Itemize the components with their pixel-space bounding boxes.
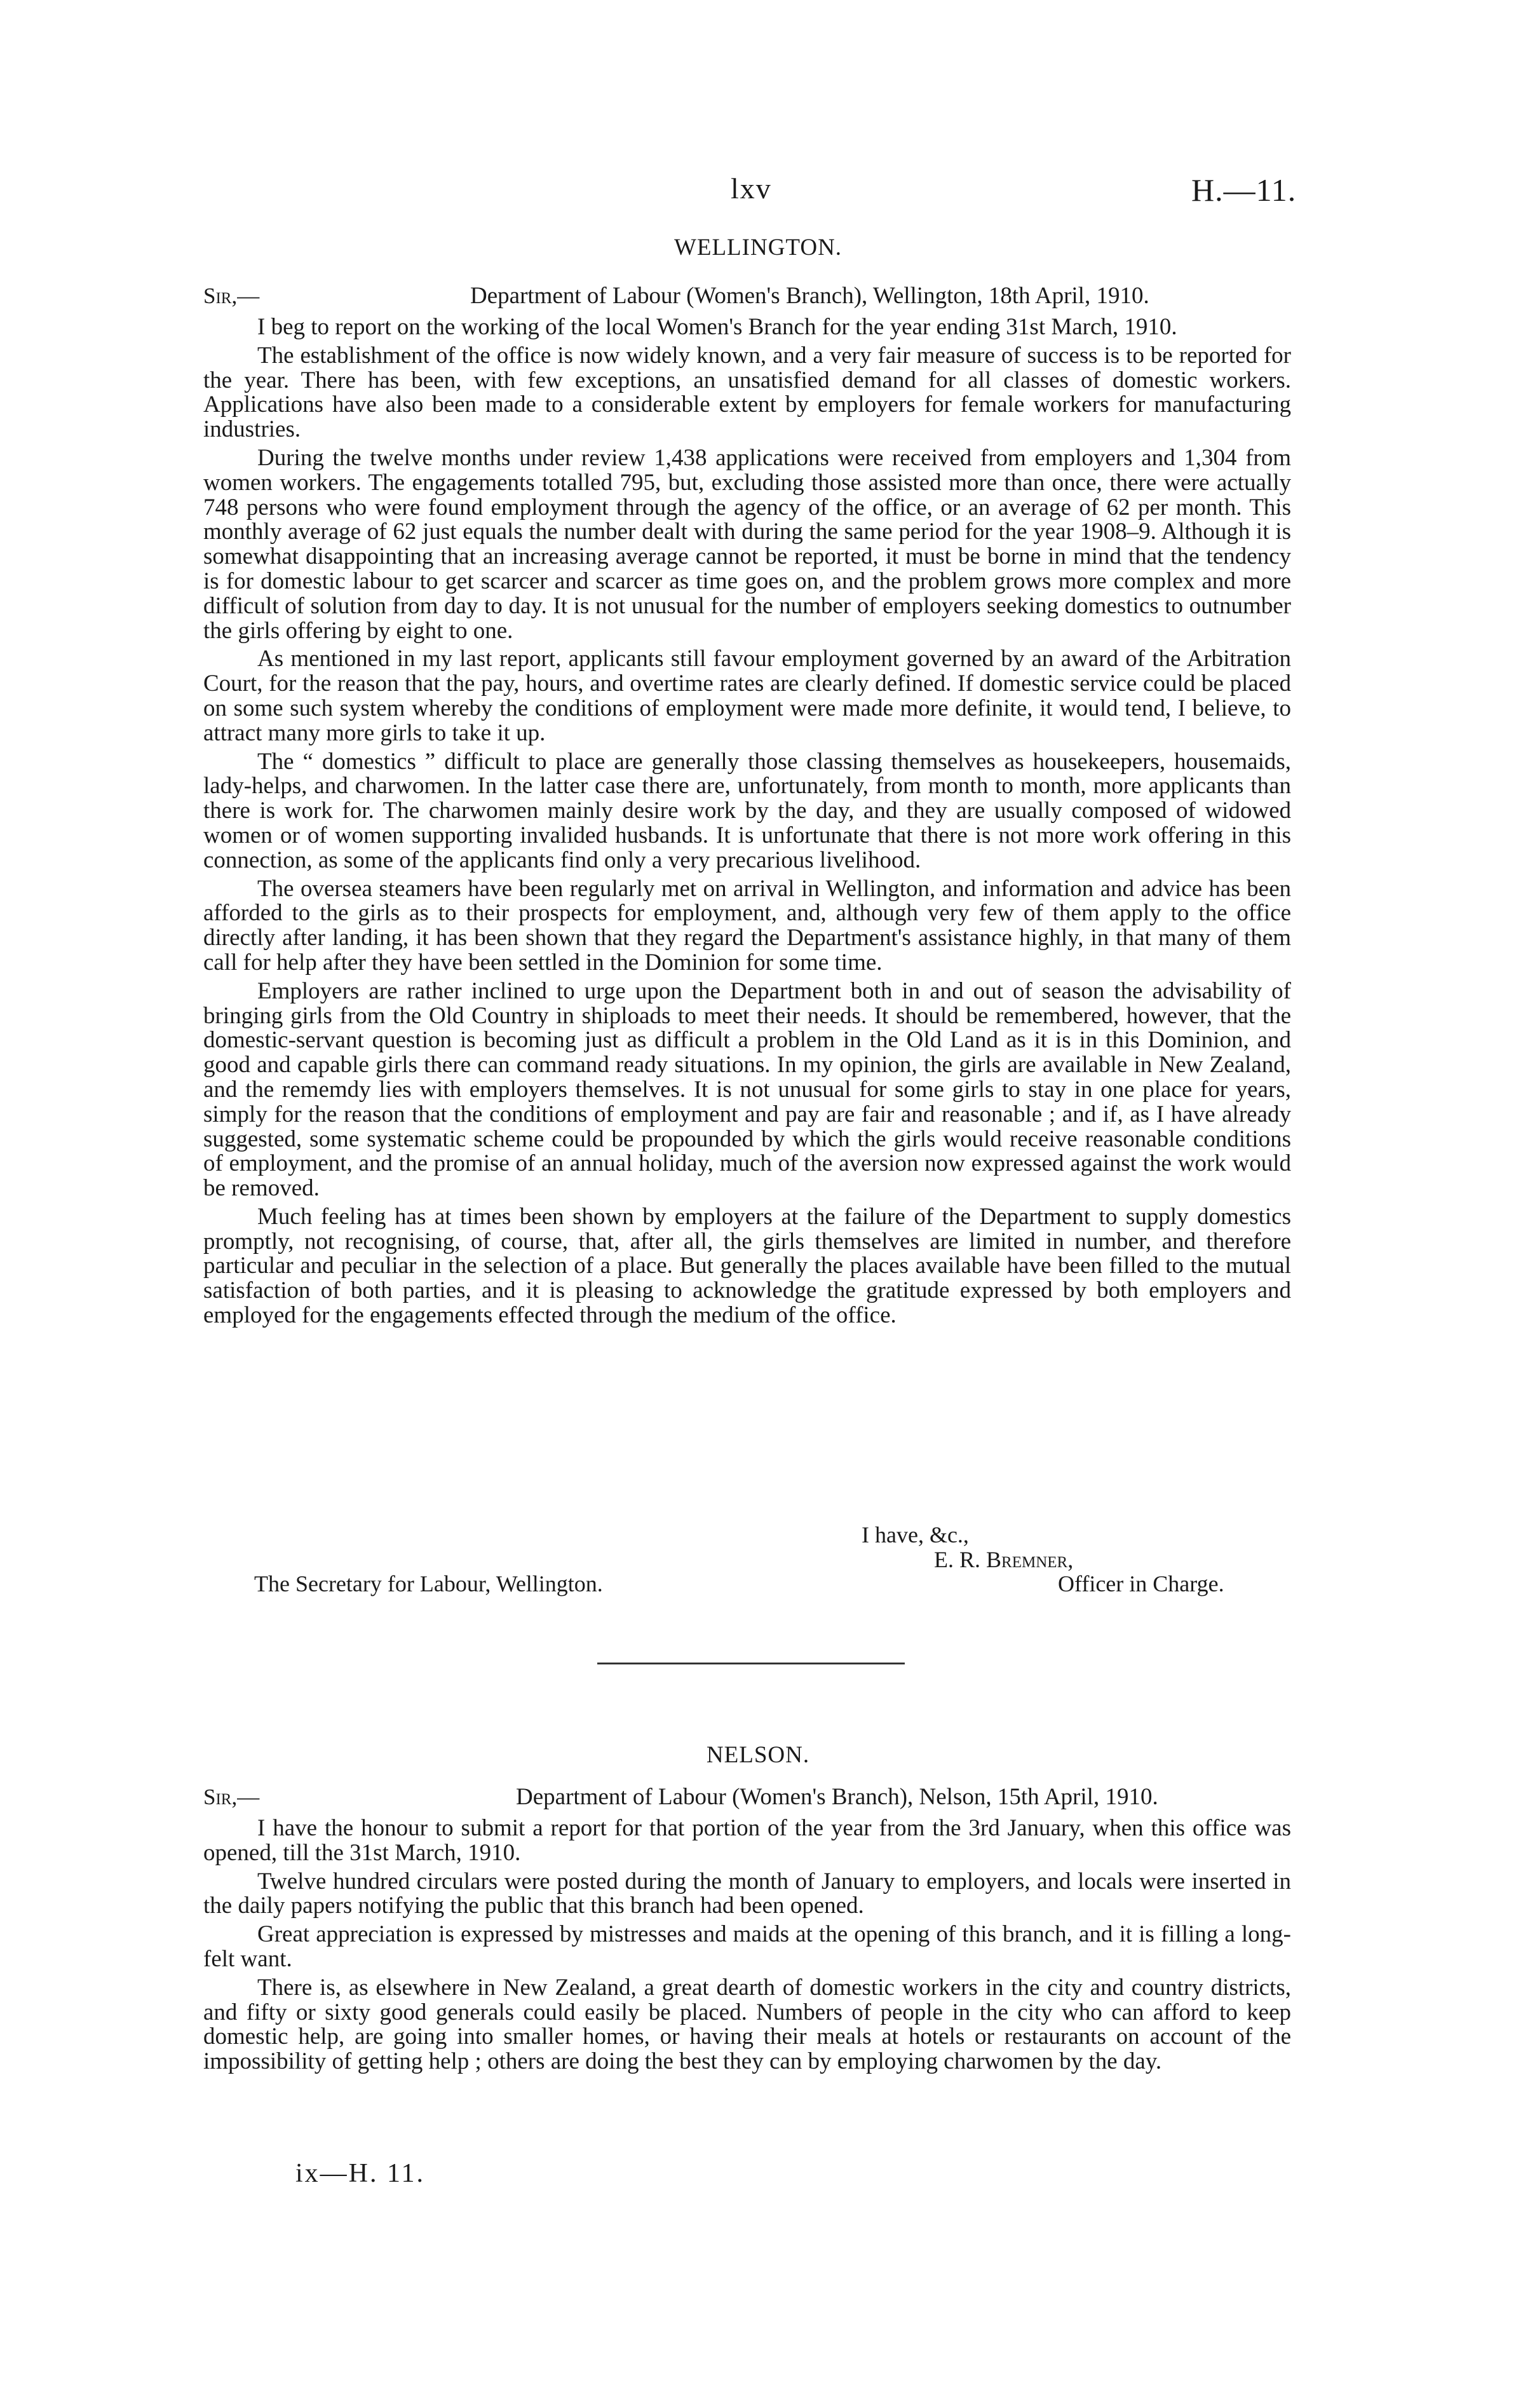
salutation-wellington: Sir,—	[203, 283, 260, 308]
section-title-wellington: WELLINGTON.	[673, 235, 843, 261]
paragraph: During the twelve months under review 1,438 applications were received from employers and 1,304 from women workers. The engagements totalled 795, but, excluding those assisted more than once, there were actually 748 persons who were found employment through the agency of the office, or an average of 62 per month. This monthly average of 62 just equals the number dealt with during the same period for the year 1908–9. Although it is somewhat disappointing that an increasing average cannot be reported, it must be borne in mind that the tendency is for domestic labour to get scarcer and scarcer as time goes on, and the problem grows more complex and more difficult of solution from day to day. It is not unusual for the number of employers seeking domestics to outnumber the girls offering by eight to one.	[203, 444, 1291, 644]
signature-mark: ix—H. 11.	[295, 2159, 425, 2188]
paragraph: The oversea steamers have been regularly met on arrival in Wellington, and information and advice has been afforded to the girls as to their prospects for employment, and, although very few of them apply to the office directly after landing, it has been shown that they regard the Department's assistance highly, in that many of them call for help after they have been settled in the Dominion for some time.	[203, 875, 1291, 976]
signatory-title: Officer in Charge.	[1058, 1571, 1224, 1596]
paragraph: The “ domestics ” difficult to place are generally those classing themselves as housekeepers, housemaids, lady-helps, and charwomen. In the latter case there are, unfortunately, from month to month, more applicants than there is work for. The charwomen mainly desire work by the day, and they are usually composed of widowed women or of women supporting invalided husbands. It is unfortunate that there is not more work offering in this connection, as some of the applicants find only a very precarious livelihood.	[203, 748, 1291, 873]
dateline-wellington: Department of Labour (Women's Branch), Wellington, 18th April, 1910.	[470, 283, 1149, 309]
salutation-nelson: Sir,—	[203, 1785, 260, 1809]
closing: I have, &c.,	[862, 1522, 969, 1548]
paragraph: Twelve hundred circulars were posted during the month of January to employers, and locals were inserted in the daily papers notifying the public that this branch had been opened.	[203, 1868, 1291, 1919]
paragraph: Great appreciation is expressed by mistresses and maids at the opening of this branch, and it is filling a long-felt want.	[203, 1921, 1291, 1972]
section-divider	[597, 1663, 905, 1664]
page-number: lxv	[731, 172, 772, 205]
addressee: The Secretary for Labour, Wellington.	[254, 1571, 603, 1596]
nelson-body	[203, 1816, 1291, 2078]
paragraph: As mentioned in my last report, applicants still favour employment governed by an award of the Arbitration Court, for the reason that the pay, hours, and overtime rates are clearly defined. If domestic service could be placed on some such system whereby the conditions of employment were made more definite, it would tend, I believe, to attract many more girls to take it up.	[203, 646, 1291, 746]
paragraph: Much feeling has at times been shown by employers at the failure of the Department to supply domestics promptly, not recognising, of course, that, after all, the girls themselves are limited in number, and therefore particular and peculiar in the selection of a place. But generally the places available have been filled to the mutual satisfaction of both parties, and it is pleasing to acknowledge the gratitude expressed by both employers and employed for the engagements effected through the medium of the office.	[203, 1203, 1291, 1329]
section-title-nelson: NELSON.	[706, 1742, 810, 1768]
dateline-nelson: Department of Labour (Women's Branch), Nelson, 15th April, 1910.	[516, 1784, 1158, 1810]
signatory-name: E. R. Bremner,	[934, 1547, 1074, 1572]
paragraph: I beg to report on the working of the local Women's Branch for the year ending 31st March, 1910.	[257, 314, 1177, 340]
paragraph: There is, as elsewhere in New Zealand, a great dearth of domestic workers in the city and country districts, and fifty or sixty good generals could easily be placed. Numbers of people in the city who can afford to keep domestic help, are going into smaller homes, or having their meals at hotels or restaurants on account of the impossibility of getting help ; others are doing the best they can by employing charwomen by the day.	[203, 1974, 1291, 2075]
paragraph: I have the honour to submit a report for that portion of the year from the 3rd January, when this office was opened, till the 31st March, 1910.	[203, 1815, 1291, 1866]
wellington-body	[203, 315, 1291, 1332]
paragraph: The establishment of the office is now widely known, and a very fair measure of success is to be reported for the year. There has been, with few exceptions, an unsatisfied demand for all classes of domestic workers. Applications have also been made to a considerable extent by employers for female workers for manufacturing industries.	[203, 342, 1291, 443]
paragraph: Employers are rather inclined to urge upon the Department both in and out of season the advisability of bringing girls from the Old Country in shiploads to meet their needs. It should be remembered, however, that the domestic-servant question is becoming just as difficult a problem in the Old Land as it is in this Dominion, and good and capable girls there can command ready situations. In my opinion, the girls are available in New Zealand, and the rememdy lies with employers themselves. It is not unusual for some girls to stay in one place for years, simply for the reason that the conditions of employment and pay are fair and reasonable ; and if, as I have already suggested, some systematic scheme could be propounded by which the girls would receive reasonable conditions of employment, and the promise of an annual holiday, much of the aversion now expressed against the work would be removed.	[203, 977, 1291, 1202]
document-reference: H.—11.	[1191, 172, 1297, 208]
